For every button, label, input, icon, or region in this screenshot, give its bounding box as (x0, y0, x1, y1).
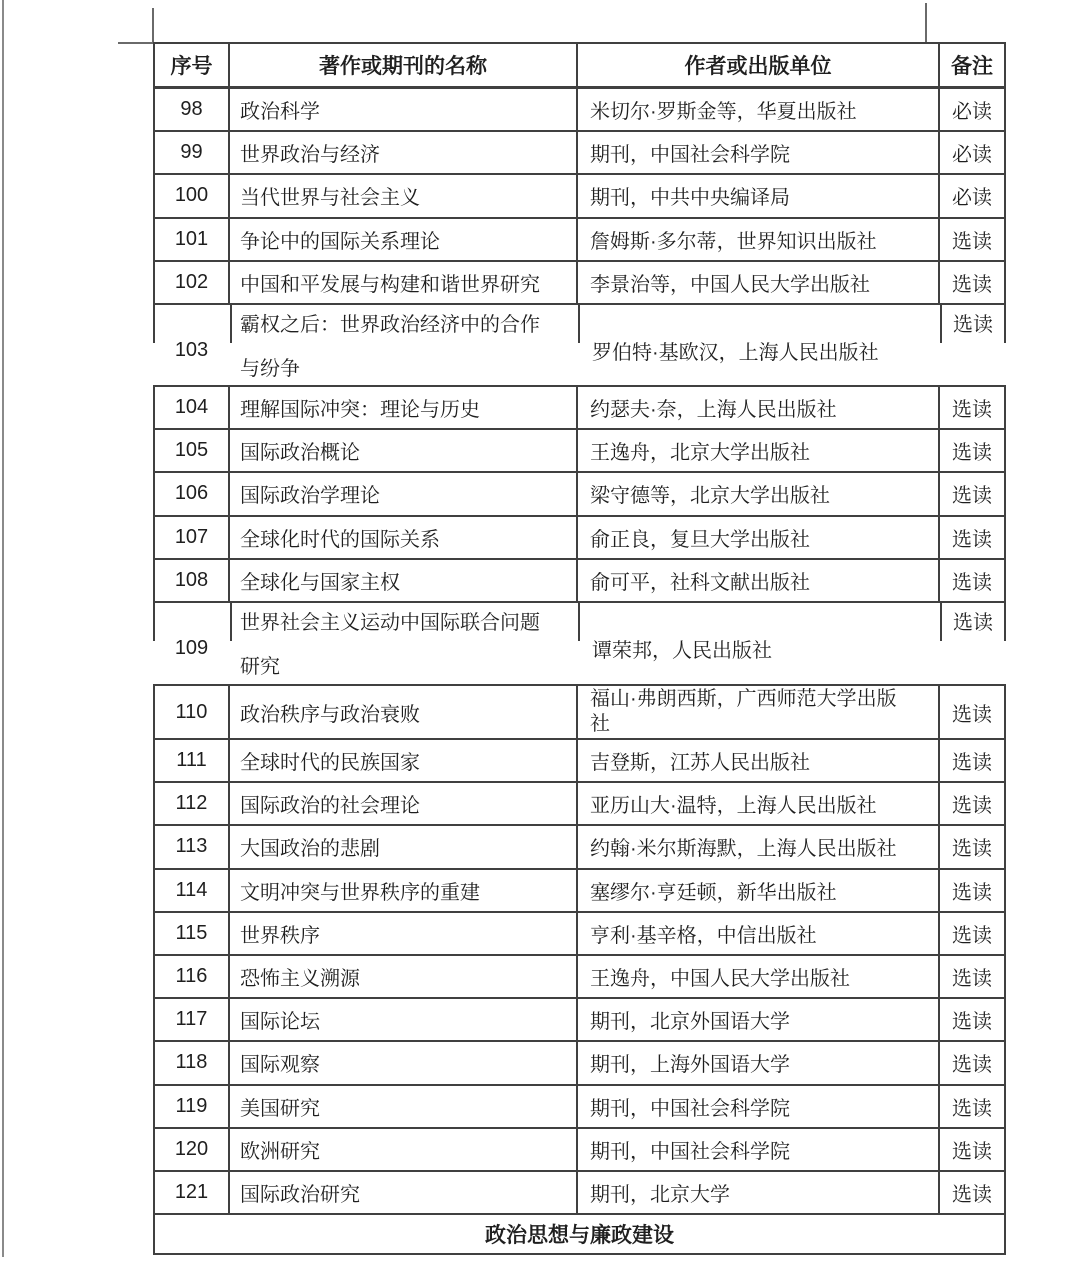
row-number-cell: 113 (155, 826, 230, 867)
publisher-cell: 期刊，北京外国语大学 (578, 999, 940, 1040)
note-cell: 必读 (940, 175, 1006, 216)
publisher-cell: 期刊，中国社会科学院 (578, 1129, 940, 1170)
row-number-cell: 115 (155, 913, 230, 954)
publisher-cell: 约瑟夫·奈，上海人民出版社 (578, 387, 940, 428)
table-row (153, 783, 1006, 826)
row-number-cell: 108 (155, 560, 230, 601)
publisher-cell: 期刊，上海外国语大学 (578, 1042, 940, 1083)
publisher-cell: 李景治等，中国人民大学出版社 (578, 262, 940, 303)
table-row (153, 560, 1006, 603)
table-row-page-split (153, 305, 1006, 387)
publisher-cell: 期刊，中国社会科学院 (578, 132, 940, 173)
row-number-cell: 112 (155, 783, 230, 824)
note-cell: 选读 (953, 313, 993, 336)
title-line-1: 霸权之后：世界政治经济中的合作 (240, 313, 540, 336)
title-cell: 世界政治与经济 (230, 132, 578, 173)
note-cell: 选读 (940, 870, 1006, 911)
publisher-cell: 罗伯特·基欧汉，上海人民出版社 (592, 341, 879, 364)
note-cell: 必读 (940, 89, 1006, 130)
table-row (153, 517, 1006, 560)
note-cell: 选读 (940, 999, 1006, 1040)
column-border-stub (230, 305, 232, 343)
table-row (153, 473, 1006, 516)
title-cell: 全球时代的民族国家 (230, 740, 578, 781)
table-page-segment (153, 385, 1006, 685)
table-row (153, 913, 1006, 956)
note-cell: 选读 (940, 1129, 1006, 1170)
publisher-cell: 期刊，中国社会科学院 (578, 1086, 940, 1127)
title-cell: 国际论坛 (230, 999, 578, 1040)
publisher-cell: 梁守德等，北京大学出版社 (578, 473, 940, 514)
row-number-cell: 105 (155, 430, 230, 471)
note-cell: 选读 (940, 956, 1006, 997)
note-cell: 选读 (940, 783, 1006, 824)
note-cell: 选读 (940, 740, 1006, 781)
row-number-cell: 117 (155, 999, 230, 1040)
row-number-cell: 116 (155, 956, 230, 997)
title-cell: 大国政治的悲剧 (230, 826, 578, 867)
publisher-cell: 詹姆斯·多尔蒂，世界知识出版社 (578, 219, 940, 260)
row-number-cell: 110 (155, 686, 230, 738)
header-cell-publisher: 作者或出版单位 (578, 44, 940, 86)
title-cell: 中国和平发展与构建和谐世界研究 (230, 262, 578, 303)
table-header-row (153, 44, 1006, 89)
title-cell: 国际政治概论 (230, 430, 578, 471)
publisher-cell: 王逸舟，北京大学出版社 (578, 430, 940, 471)
title-cell: 国际政治学理论 (230, 473, 578, 514)
publisher-cell: 谭荣邦，人民出版社 (592, 639, 772, 662)
table-row (153, 870, 1006, 913)
table-row (153, 219, 1006, 262)
column-border-stub (578, 305, 580, 343)
title-line-1: 世界社会主义运动中国际联合问题 (240, 611, 540, 634)
section-title: 政治思想与廉政建设 (485, 1224, 674, 1248)
table-row (153, 262, 1006, 305)
table-row (153, 1129, 1006, 1172)
row-number-cell: 109 (174, 636, 209, 659)
note-cell: 选读 (940, 913, 1006, 954)
row-number-cell: 114 (155, 870, 230, 911)
table-row (153, 956, 1006, 999)
table-row (153, 1172, 1006, 1215)
column-border-stub (230, 603, 232, 641)
table-row (153, 89, 1006, 132)
title-cell: 当代世界与社会主义 (230, 175, 578, 216)
note-cell: 选读 (940, 219, 1006, 260)
title-cell: 国际政治的社会理论 (230, 783, 578, 824)
note-cell: 选读 (940, 430, 1006, 471)
note-cell: 必读 (940, 132, 1006, 173)
title-cell: 全球化时代的国际关系 (230, 517, 578, 558)
title-line-2: 研究 (240, 655, 280, 678)
row-number-cell: 121 (155, 1172, 230, 1213)
note-cell: 选读 (940, 560, 1006, 601)
table-page-segment (153, 684, 1006, 1255)
table-row (153, 430, 1006, 473)
title-cell: 世界秩序 (230, 913, 578, 954)
title-cell: 国际观察 (230, 1042, 578, 1083)
header-cell-number: 序号 (155, 44, 230, 86)
row-number-cell: 100 (155, 175, 230, 216)
publisher-cell: 期刊，北京大学 (578, 1172, 940, 1213)
column-border-stub (1004, 305, 1006, 343)
table-row (153, 1042, 1006, 1085)
row-number-cell: 107 (155, 517, 230, 558)
title-line-2: 与纷争 (240, 357, 300, 380)
note-cell: 选读 (940, 517, 1006, 558)
row-number-cell: 118 (155, 1042, 230, 1083)
row-number-cell: 101 (155, 219, 230, 260)
table-row-page-split (153, 603, 1006, 685)
publisher-cell: 福山·弗朗西斯，广西师范大学出版 社 (578, 686, 940, 738)
row-number-cell: 111 (155, 740, 230, 781)
title-cell: 恐怖主义溯源 (230, 956, 578, 997)
title-cell: 政治秩序与政治衰败 (230, 686, 578, 738)
table-row (153, 1086, 1006, 1129)
table-page-segment (153, 42, 1006, 387)
page-left-edge-line (2, 0, 4, 1257)
row-number-cell: 102 (155, 262, 230, 303)
publisher-cell: 王逸舟，中国人民大学出版社 (578, 956, 940, 997)
table-row (153, 387, 1006, 430)
table-row (153, 999, 1006, 1042)
row-number-cell: 98 (155, 89, 230, 130)
row-number-cell: 103 (174, 338, 209, 361)
publisher-cell: 俞可平，社科文献出版社 (578, 560, 940, 601)
title-cell: 政治科学 (230, 89, 578, 130)
title-cell: 欧洲研究 (230, 1129, 578, 1170)
publisher-cell: 塞缪尔·亨廷顿，新华出版社 (578, 870, 940, 911)
table-row (153, 686, 1006, 740)
publisher-cell: 俞正良，复旦大学出版社 (578, 517, 940, 558)
table-row (153, 132, 1006, 175)
note-cell: 选读 (940, 1086, 1006, 1127)
title-cell: 全球化与国家主权 (230, 560, 578, 601)
row-number-cell: 119 (155, 1086, 230, 1127)
note-cell: 选读 (940, 1042, 1006, 1083)
row-number-cell: 120 (155, 1129, 230, 1170)
section-title-row (153, 1215, 1006, 1255)
publisher-cell: 米切尔·罗斯金等，华夏出版社 (578, 89, 940, 130)
text-boundary-tick-top-left-horizontal (118, 42, 155, 44)
note-cell: 选读 (940, 1172, 1006, 1213)
note-cell: 选读 (940, 826, 1006, 867)
table-row (153, 175, 1006, 218)
note-cell: 选读 (953, 611, 993, 634)
note-cell: 选读 (940, 387, 1006, 428)
header-cell-title: 著作或期刊的名称 (230, 44, 578, 86)
publisher-cell: 亨利·基辛格，中信出版社 (578, 913, 940, 954)
column-border-stub (578, 603, 580, 641)
row-number-cell: 99 (155, 132, 230, 173)
note-cell: 选读 (940, 262, 1006, 303)
title-cell: 理解国际冲突：理论与历史 (230, 387, 578, 428)
row-number-cell: 106 (155, 473, 230, 514)
text-boundary-tick-top-left-vertical (152, 8, 154, 43)
publisher-cell: 期刊，中共中央编译局 (578, 175, 940, 216)
note-cell: 选读 (940, 473, 1006, 514)
publisher-cell: 亚历山大·温特，上海人民出版社 (578, 783, 940, 824)
title-cell: 美国研究 (230, 1086, 578, 1127)
title-cell: 文明冲突与世界秩序的重建 (230, 870, 578, 911)
publisher-cell: 吉登斯，江苏人民出版社 (578, 740, 940, 781)
text-boundary-tick-top-right-vertical (925, 3, 927, 43)
header-cell-note: 备注 (940, 44, 1006, 86)
title-cell: 争论中的国际关系理论 (230, 219, 578, 260)
publisher-cell: 约翰·米尔斯海默，上海人民出版社 (578, 826, 940, 867)
table-row (153, 826, 1006, 869)
table-row (153, 740, 1006, 783)
row-number-cell: 104 (155, 387, 230, 428)
note-cell: 选读 (940, 686, 1006, 738)
column-border-stub (1004, 603, 1006, 641)
title-cell: 国际政治研究 (230, 1172, 578, 1213)
